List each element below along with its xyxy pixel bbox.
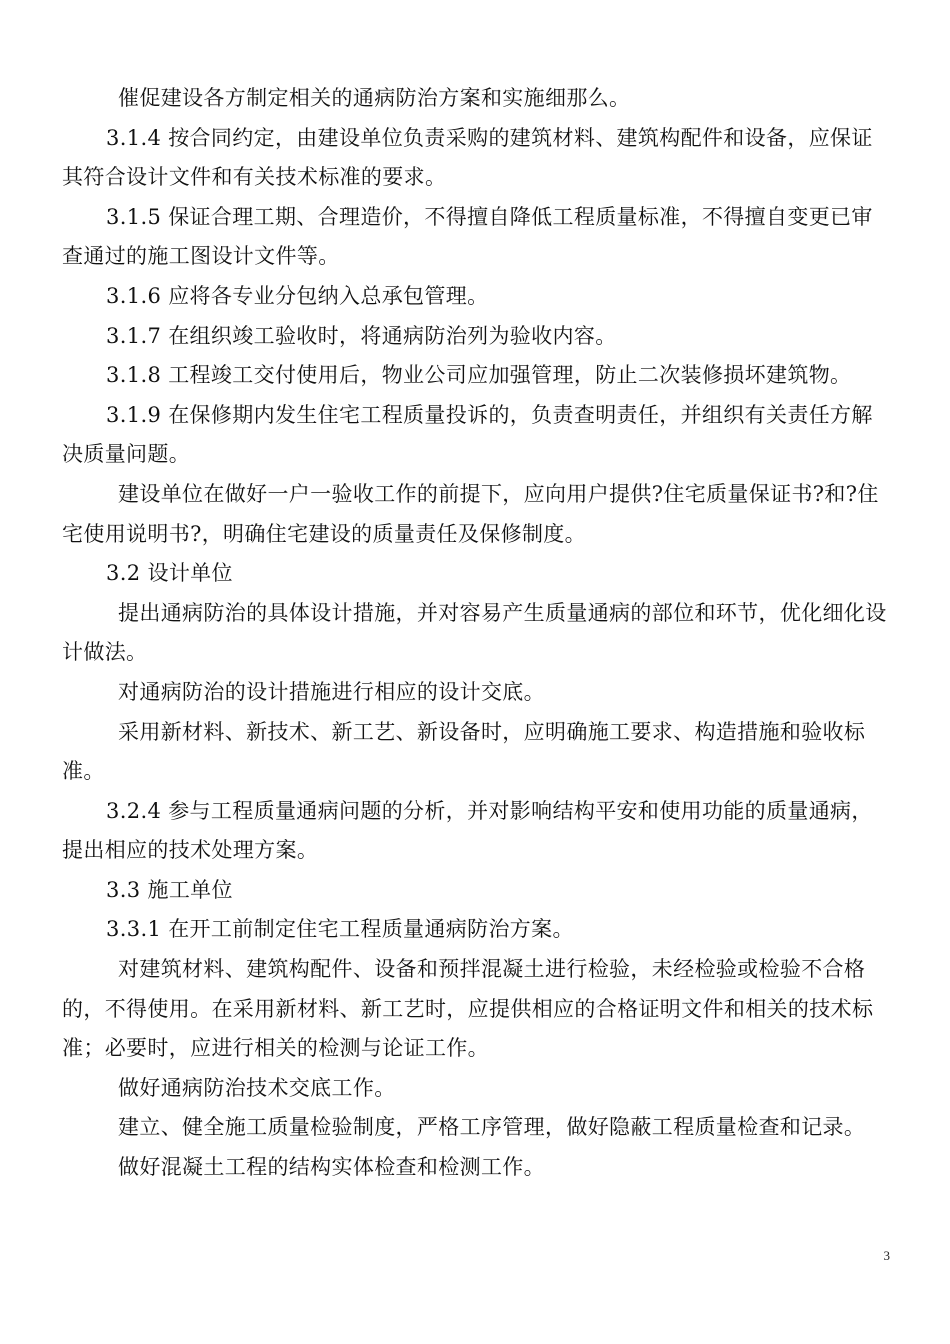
section-heading: 3.2 设计单位: [106, 561, 233, 586]
paragraph: 做好混凝土工程的结构实体检查和检测工作。: [118, 1155, 545, 1180]
paragraph: 3.3.1 在开工前制定住宅工程质量通病防治方案。: [106, 917, 574, 942]
paragraph: 3.1.9 在保修期内发生住宅工程质量投诉的，负责查明责任，并组织有关责任方解决质量问题。: [62, 402, 873, 467]
paragraph: 3.1.8 工程竣工交付使用后，物业公司应加强管理，防止二次装修损坏建筑物。: [106, 363, 852, 388]
paragraph: 3.2.4 参与工程质量通病问题的分析，并对影响结构平安和使用功能的质量通病，提出相应的技术处理方案。: [62, 798, 873, 863]
section-heading: 3.3 施工单位: [106, 877, 233, 902]
paragraph: 催促建设各方制定相关的通病防治方案和实施细那么。: [118, 86, 631, 110]
paragraph: 提出通病防治的具体设计措施，并对容易产生质量通病的部位和环节，优化细化设计做法。: [62, 600, 887, 665]
paragraph: 3.1.6 应将各专业分包纳入总承包管理。: [106, 283, 489, 308]
paragraph: 做好通病防治技术交底工作。: [118, 1075, 396, 1100]
paragraph: 建设单位在做好一户一验收工作的前提下，应向用户提供?住宅质量保证书?和?住宅使用说明书?，明确住宅建设的质量责任及保修制度。: [62, 481, 879, 546]
paragraph: 对通病防治的设计措施进行相应的设计交底。: [118, 679, 545, 704]
paragraph: 3.1.5 保证合理工期、合理造价，不得擅自降低工程质量标准，不得擅自变更已审查通过的施工图设计文件等。: [62, 204, 873, 269]
paragraph: 3.1.7 在组织竣工验收时，将通病防治列为验收内容。: [106, 323, 617, 348]
paragraph: 采用新材料、新技术、新工艺、新设备时，应明确施工要求、构造措施和验收标准。: [62, 719, 866, 784]
page-number: 3: [883, 1248, 890, 1263]
paragraph: 3.1.4 按合同约定，由建设单位负责采购的建筑材料、建筑构配件和设备，应保证其符合设计文件和有关技术标准的要求。: [62, 125, 873, 190]
paragraph: 建立、健全施工质量检验制度，严格工序管理，做好隐蔽工程质量检查和记录。: [118, 1115, 866, 1140]
paragraph: 对建筑材料、建筑构配件、设备和预拌混凝土进行检验，未经检验或检验不合格的，不得使用。在采用新材料、新工艺时，应提供相应的合格证明文件和相关的技术标准；必要时，应进行相关的检测与论证工作。: [62, 957, 874, 1061]
document-page: [62, 79, 888, 1188]
